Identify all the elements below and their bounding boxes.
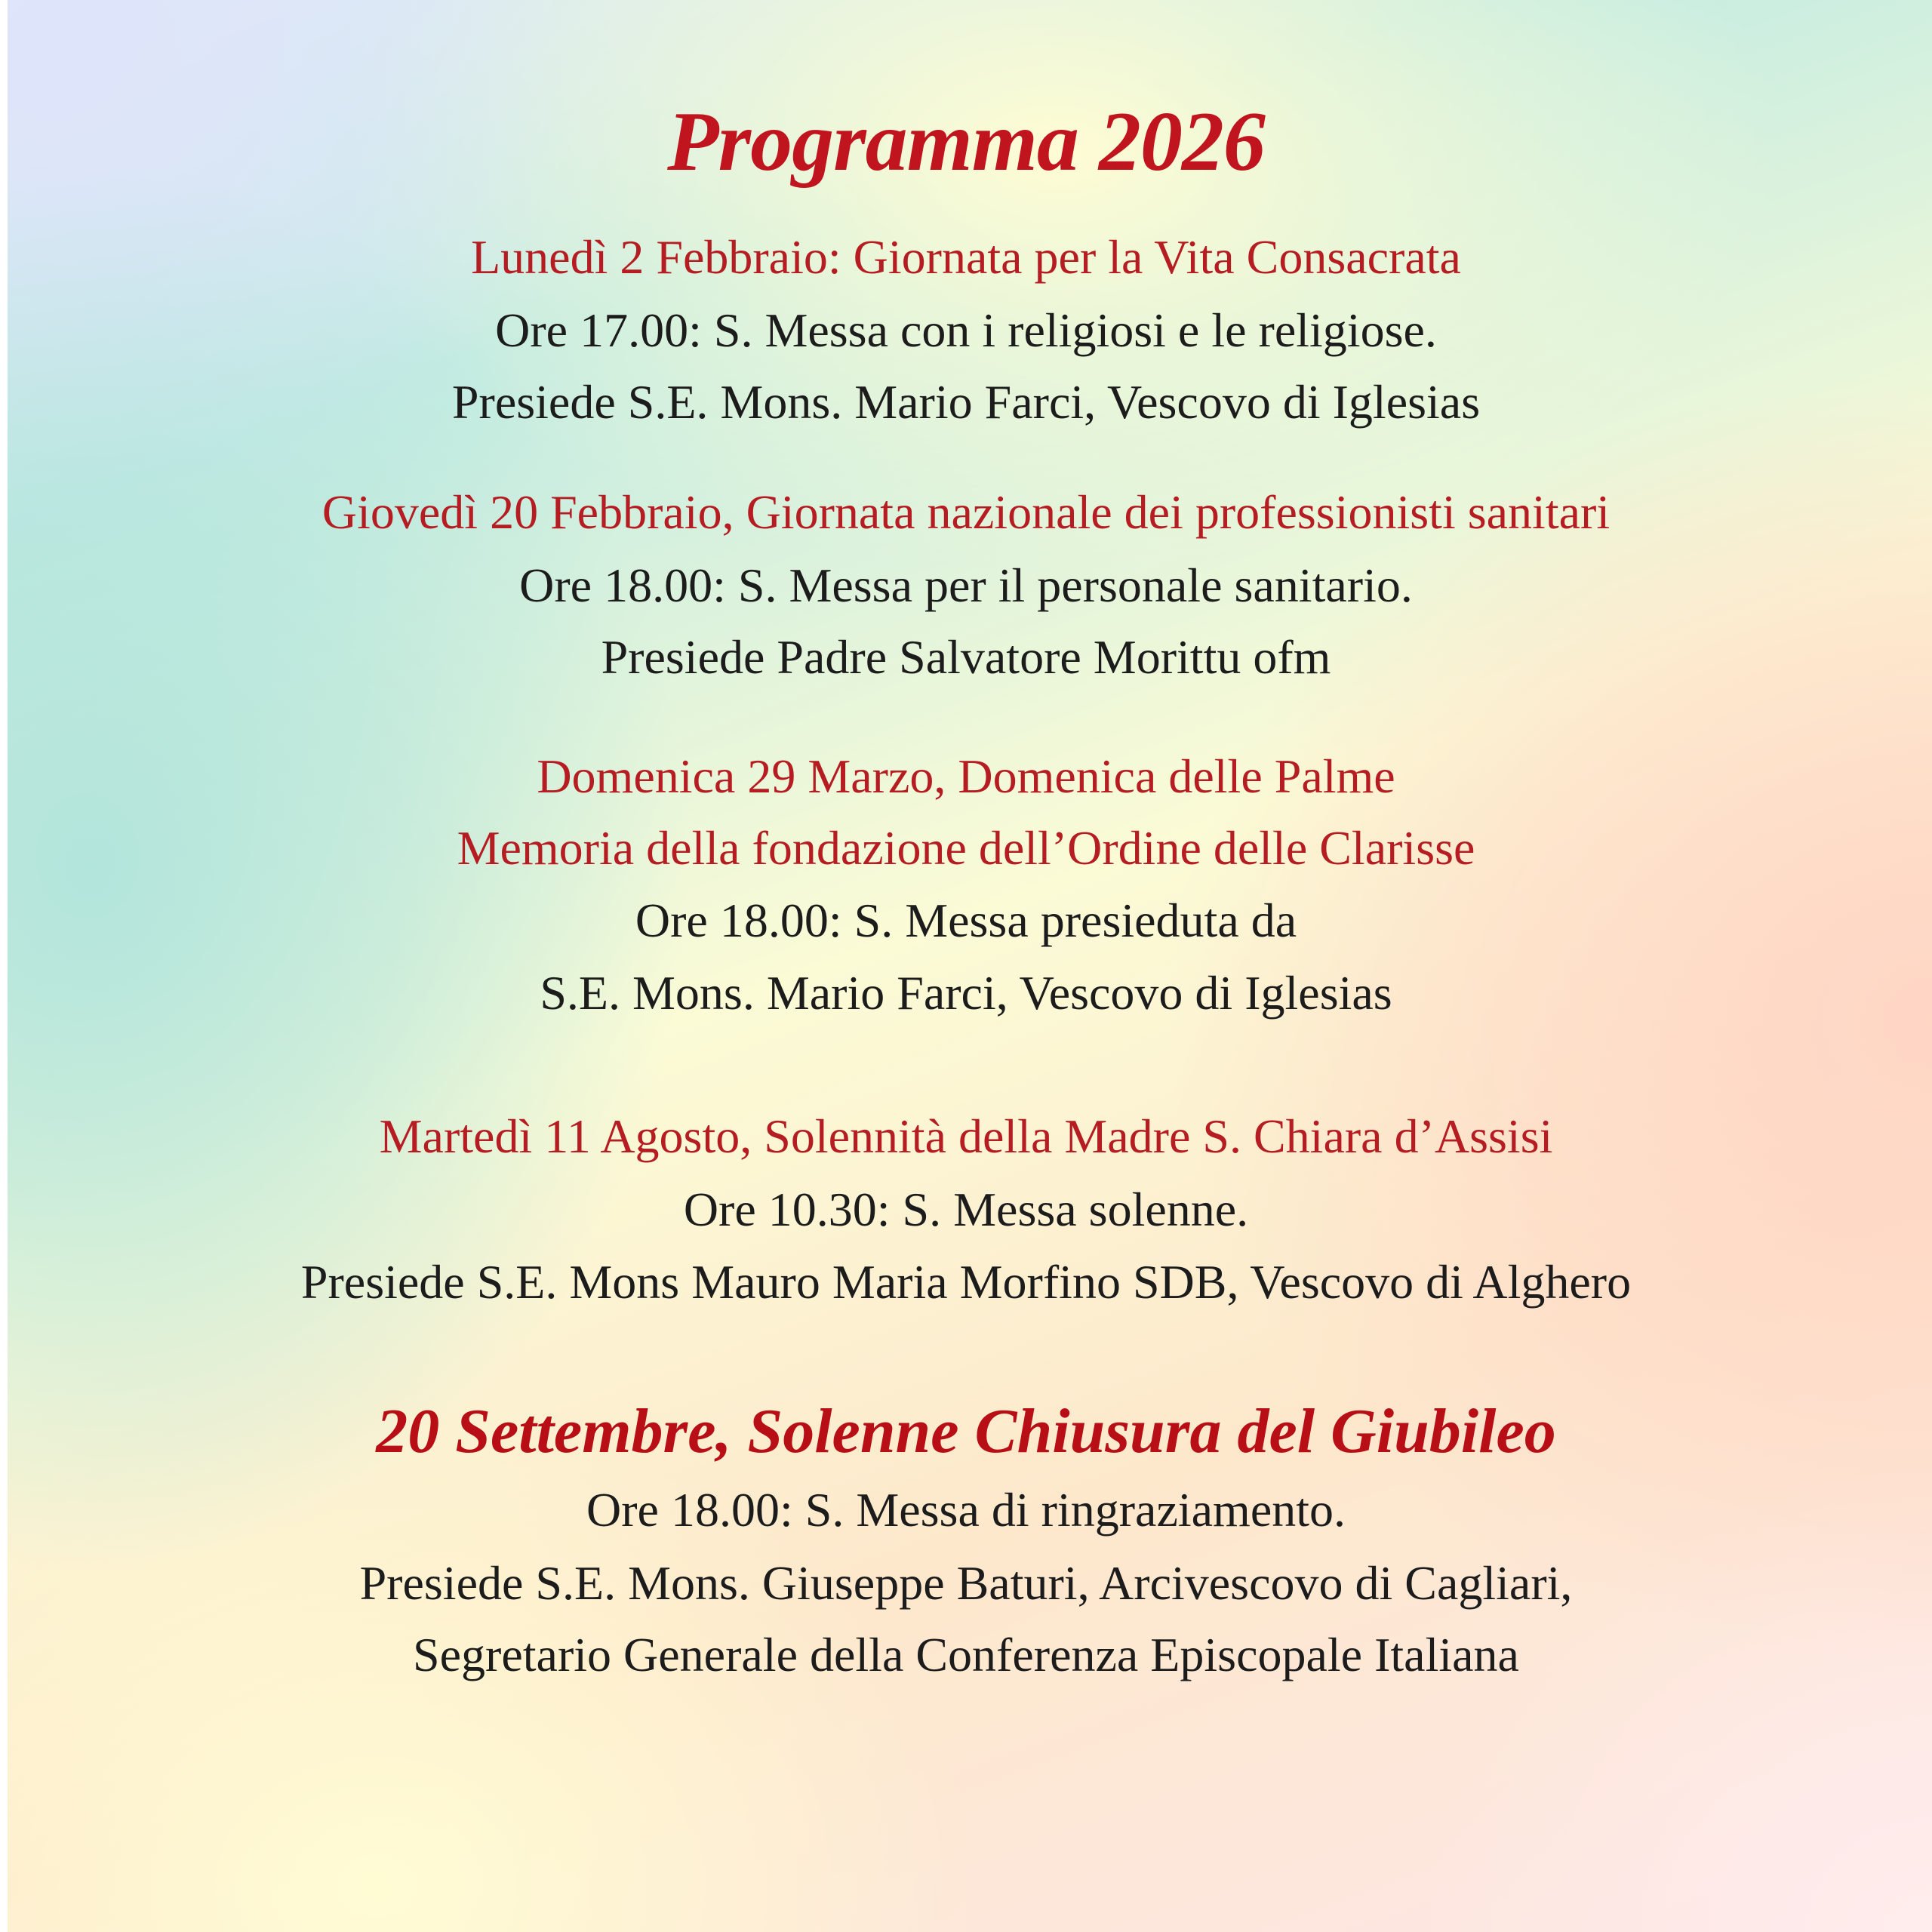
event-3-heading: Domenica 29 Marzo, Domenica delle Palme [537,749,1395,803]
event-1-heading: Lunedì 2 Febbraio: Giornata per la Vita Consacrata [471,230,1461,284]
event-4-line-2: Presiede S.E. Mons Mauro Maria Morfino SDB, Vescovo di Alghero [300,1255,1632,1309]
page-title: Programma 2026 [667,95,1265,189]
event-1-line-2: Presiede S.E. Mons. Mario Farci, Vescovo di Iglesias [451,375,1481,429]
event-3-line-1: Ore 18.00: S. Messa presieduta da [635,894,1297,947]
event-1-line-1: Ore 17.00: S. Messa con i religiosi e le religiose. [495,303,1437,357]
event-3-subheading: Memoria della fondazione dell’Ordine delle Clarisse [457,821,1475,875]
event-4-line-1: Ore 10.30: S. Messa solenne. [683,1183,1249,1236]
event-5-line-3: Segretario Generale della Conferenza Episcopale Italiana [413,1628,1519,1681]
event-5-heading: 20 Settembre, Solenne Chiusura del Giubileo [376,1396,1556,1466]
event-3-line-2: S.E. Mons. Mario Farci, Vescovo di Iglesias [540,966,1392,1020]
event-4-heading: Martedì 11 Agosto, Solennità della Madre S. Chiara d’Assisi [379,1109,1553,1163]
event-2-heading: Giovedì 20 Febbraio, Giornata nazionale dei professionisti sanitari [321,485,1611,539]
event-5-line-1: Ore 18.00: S. Messa di ringraziamento. [586,1483,1346,1537]
event-5-line-2: Presiede S.E. Mons. Giuseppe Baturi, Arcivescovo di Cagliari, [359,1556,1573,1610]
event-2-line-2: Presiede Padre Salvatore Morittu ofm [601,630,1331,684]
event-2-line-1: Ore 18.00: S. Messa per il personale sanitario. [519,558,1413,612]
